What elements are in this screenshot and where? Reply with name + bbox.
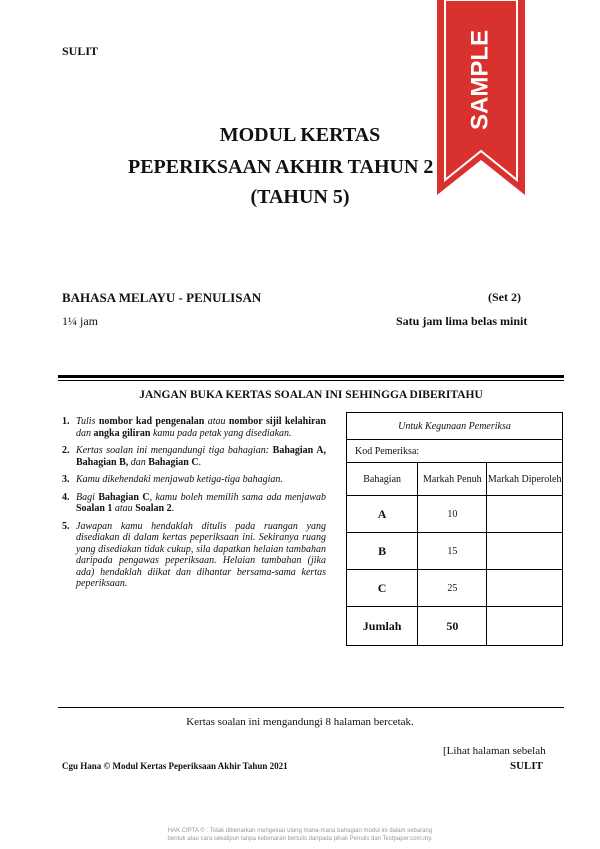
examiner-heading: Untuk Kegunaan Pemeriksa (347, 413, 563, 440)
total-row (347, 607, 563, 646)
obtained-mark-cell[interactable] (487, 496, 563, 533)
subject-name: BAHASA MELAYU - PENULISAN (62, 290, 262, 305)
total-obtained-mark[interactable] (487, 607, 563, 646)
table-row (347, 533, 563, 570)
title-line-1: MODUL KERTAS (219, 124, 381, 146)
set-label: (Set 2) (488, 290, 521, 304)
footer-sulit: SULIT (510, 760, 544, 772)
copyright-text: Cgu Hana © Modul Kertas Peperiksaan Akhir Tahun 2021 (62, 761, 288, 771)
duration: 1¼ jam (62, 314, 98, 328)
instruction-1: 1. Tulis nombor kad pengenalan atau nombor sijil kelahiran dan angka giliran kamu pada petak yang disediakan. (62, 416, 326, 439)
title-line-3: (TAHUN 5) (250, 186, 350, 208)
copyright-notice (0, 827, 600, 843)
divider-thick (58, 375, 564, 378)
instruction-5: 5. Jawapan kamu hendaklah ditulis pada ruangan yang disediakan di dalam kertas peperiksaan ini. Sekiranya ruang yang disediakan tidak cukup, sila dapatkan helaian tambahan daripada pengawas peperiksaan. Helaian tambahan (jika ada) hendaklah diikat dan dihantar bersama-sama kertas peperiksaan. (62, 520, 326, 589)
full-mark-cell: 10 (418, 496, 487, 533)
col-markah-penuh: Markah Penuh (418, 463, 487, 496)
examiner-code-label: Kod Pemeriksa: (347, 440, 563, 463)
instruction-4: 4. Bagi Bahagian C, kamu boleh memilih sama ada menjawab Soalan 1 atau Soalan 2. (62, 491, 326, 514)
next-page-note: [Lihat halaman sebelah (443, 745, 546, 757)
obtained-mark-cell[interactable] (487, 533, 563, 570)
footer-divider (58, 707, 564, 708)
table-row (347, 496, 563, 533)
title-line-2: PEPERIKSAAN AKHIR TAHUN 2 (128, 156, 434, 178)
obtained-mark-cell[interactable] (487, 570, 563, 607)
total-full-mark: 50 (418, 607, 487, 646)
examiner-table (346, 412, 563, 646)
divider-thin (58, 380, 564, 381)
section-cell: B (347, 533, 418, 570)
header-sulit: SULIT (62, 44, 99, 58)
instructions-list (62, 416, 326, 596)
copyright-notice-line-1: HAK CIPTA © : Tidak dibenarkan mengeluar ulang mana-mana bahagian modul ini dalam sebarang (167, 828, 433, 834)
duration-words: Satu jam lima belas minit (396, 314, 528, 328)
total-label: Jumlah (347, 607, 418, 646)
warning-text: JANGAN BUKA KERTAS SOALAN INI SEHINGGA DIBERITAHU (139, 389, 483, 401)
sample-ribbon (437, 0, 525, 195)
section-cell: C (347, 570, 418, 607)
page-count-text: Kertas soalan ini mengandungi 8 halaman bercetak. (186, 716, 414, 728)
sample-ribbon-label: SAMPLE (466, 29, 494, 131)
table-row (347, 570, 563, 607)
section-cell: A (347, 496, 418, 533)
col-markah-diperoleh: Markah Diperoleh (487, 463, 563, 496)
full-mark-cell: 25 (418, 570, 487, 607)
copyright-notice-line-2: bentuk atau cara sekalipun tanpa kebenaran bertulis daripada pihak Penulis dan Testpaper.com.my. (167, 836, 433, 842)
instruction-2: 2. Kertas soalan ini mengandungi tiga bahagian: Bahagian A, Bahagian B, dan Bahagian C. (62, 445, 327, 468)
instruction-3: 3. Kamu dikehendaki menjawab ketiga-tiga bahagian. (62, 474, 283, 485)
full-mark-cell: 15 (418, 533, 487, 570)
col-bahagian: Bahagian (347, 463, 418, 496)
